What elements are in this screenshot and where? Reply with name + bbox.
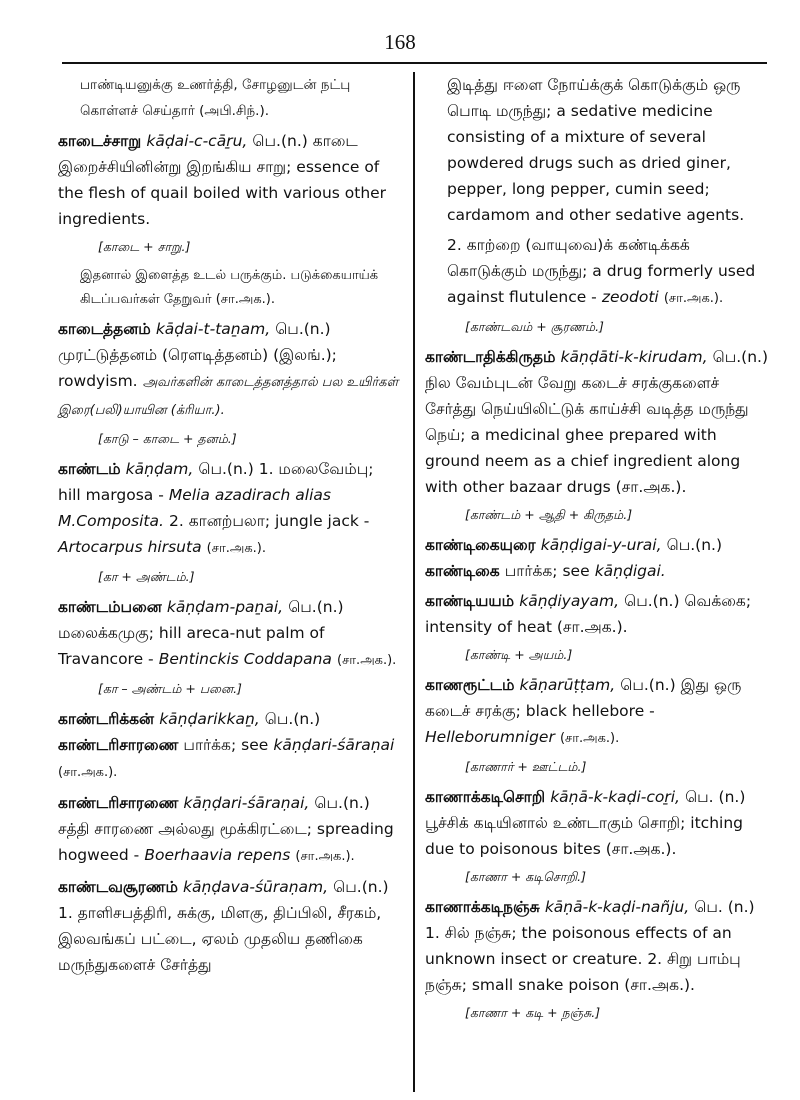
continued-sense-2 <box>425 232 770 312</box>
headword: காணாக்கடிசொறி <box>425 788 546 806</box>
definition: பெ.(n.) இது ஒரு கடைச் சரக்கு; black hellebore - <box>425 676 742 720</box>
scientific-name: zeodoti <box>601 288 659 306</box>
definition: பெ.(n.) நில வேம்புடன் வேறு கடைச் சரக்குகளைச் சேர்த்து நெய்யிலிட்டுக் காய்ச்சி வடித்த மருந்து நெய்; a medicinal ghee prepared with ground neem as a chief ingredient along with other bazaar drugs (சா.அக.). <box>425 348 769 496</box>
entry-kandatikkirudam <box>425 344 770 500</box>
example: அவர்களின் காடைத்தனத்தால் பல உயிர்கள் இரை(பலி)யாயின (க்ரியா.). <box>58 375 399 418</box>
transliteration: kāṇḍiyayam, <box>519 592 620 610</box>
see-label: பார்க்க; see <box>183 736 269 754</box>
definition: பெ.(n.) 1. மலைவேம்பு; hill margosa - <box>58 460 374 504</box>
definition: பெ.(n.) வெக்கை; intensity of heat (சா.அக.). <box>425 592 752 636</box>
scientific-name: Helleborumniger <box>425 728 555 746</box>
transliteration: kāḍai-t-taṉam, <box>155 320 271 338</box>
top-rule <box>62 62 767 64</box>
entry-kandigaiyurai <box>425 532 770 584</box>
headword: காண்டியயம் <box>425 592 515 610</box>
transliteration: kāṇḍarikkaṉ, <box>159 710 260 728</box>
transliteration: kāṇḍigai-y-urai, <box>540 536 662 554</box>
headword: காண்டிகையுரை <box>425 536 536 554</box>
source: (சா.அக.). <box>663 291 724 306</box>
scientific-name: Artocarpus hirsuta <box>58 538 202 556</box>
definition: பெ.(n.) காடை இறைச்சியினின்று இறங்கிய சாறு; essence of the flesh of quail boiled with various other ingredients. <box>58 132 387 228</box>
definition: பெ.(n.) <box>666 536 723 554</box>
usage-quote: இதனால் இளைத்த உடல் பருக்கும். படுக்கையாய்க் கிடப்பவர்கள் தேறுவர் (சா.அக.). <box>80 268 379 307</box>
headword: காண்டவசூரணம் <box>58 878 178 896</box>
headword: காடைச்சாறு <box>58 132 142 150</box>
transliteration: kāṇarūṭṭam, <box>519 676 616 694</box>
transliteration: kāṇḍāti-k-kirudam, <box>560 348 708 366</box>
entry-kanaruttam <box>425 672 770 752</box>
headword: காடைத்தனம் <box>58 320 151 338</box>
entry-kanakkadicori <box>425 784 770 862</box>
continued-text: பாண்டியனுக்கு உணர்த்தி, சோழனுடன் நட்பு கொள்ளச் செய்தார் (அபி.சிந்.). <box>80 77 351 119</box>
source: (சா.அக.). <box>337 653 397 668</box>
definition: பெ. (n.) 1. சில் நஞ்சு; the poisonous effects of an unknown insect or creature. 2. சிறு பாம்பு நஞ்சு; small snake poison (சா.அக.). <box>425 898 755 994</box>
transliteration: kāṇā-k-kaḍi-nañju, <box>544 898 690 916</box>
transliteration: kāṇḍari-śāraṇai, <box>183 794 310 812</box>
transliteration: kāṇḍam, <box>125 460 194 478</box>
headword: காண்டம் <box>58 460 121 478</box>
cross-reference: காண்டிகை <box>425 562 500 580</box>
headword: காண்டரிக்கன் <box>58 710 155 728</box>
entry-kandiyayam <box>425 588 770 640</box>
etymology: [காண்டி + அயம்.] <box>465 647 573 662</box>
definition: பெ.(n.) <box>264 710 321 728</box>
column-divider <box>413 72 415 1092</box>
entry-kanakkadinanju <box>425 894 770 998</box>
headword: காணரூட்டம் <box>425 676 515 694</box>
see-label: பார்க்க; see <box>504 562 590 580</box>
cross-reference: காண்டரிசாரணை <box>58 736 179 754</box>
entry-kandampanai <box>58 594 400 674</box>
see-transliteration: kāṇḍari-śāraṇai <box>273 736 395 754</box>
definition: பெ. (n.) பூச்சிக் கடியினால் உண்டாகும் சொறி; itching due to poisonous bites (சா.அக.). <box>425 788 746 858</box>
etymology: [கா + அண்டம்.] <box>98 569 195 584</box>
entry-kadaiccaru <box>58 128 400 232</box>
entry-kadaittanam <box>58 316 400 424</box>
entry-kandarikkan <box>58 706 400 786</box>
etymology: [காணா + கடிசொறி.] <box>465 869 586 884</box>
transliteration: kāṇḍam-paṉai, <box>166 598 284 616</box>
headword: காணாக்கடிநஞ்சு <box>425 898 540 916</box>
etymology: [காணா + கடி + நஞ்சு.] <box>465 1005 601 1020</box>
definition: பெ.(n.) மலைக்கமுகு; hill areca-nut palm of Travancore - <box>58 598 344 668</box>
etymology: [காடு – காடை + தனம்.] <box>98 431 237 446</box>
source: (சா.அக.). <box>206 541 266 556</box>
left-column <box>58 72 400 982</box>
etymology: [கா – அண்டம் + பனை.] <box>98 681 242 696</box>
source: (சா.அக.). <box>295 849 355 864</box>
etymology: [காணார் + ஊட்டம்.] <box>465 759 587 774</box>
entry-kandam <box>58 456 400 562</box>
entry-kandarisaranai <box>58 790 400 870</box>
headword: காண்டம்பனை <box>58 598 162 616</box>
scientific-name: Boerhaavia repens <box>144 846 291 864</box>
transliteration: kāṇā-k-kaḍi-coṟi, <box>550 788 680 806</box>
transliteration: kāḍai-c-cāṟu, <box>146 132 248 150</box>
headword: காண்டாதிக்கிருதம் <box>425 348 556 366</box>
definition: 2. கானற்பலா; jungle jack - <box>169 512 370 530</box>
page-number: 168 <box>384 30 416 54</box>
source: (சா.அக.). <box>559 731 620 746</box>
definition: பெ.(n.) முரட்டுத்தனம் (ரௌடித்தனம்) (இலங்.); rowdyism. <box>58 320 337 390</box>
source: (சா.அக.). <box>58 765 118 780</box>
definition: பெ.(n.) சத்தி சாரணை அல்லது மூக்கிரட்டை; spreading hogweed - <box>58 794 394 864</box>
entry-kandavasuranam <box>58 874 400 978</box>
continued-text: இடித்து ஈளை நோய்க்குக் கொடுக்கும் ஒரு பொடி மருந்து; a sedative medicine consisting of a mixture of several powdered drugs such as dried giner, pepper, long pepper, cumin seed; cardamom and other sedative agents. <box>447 76 745 224</box>
right-column <box>425 72 770 1030</box>
headword: காண்டரிசாரணை <box>58 794 179 812</box>
etymology: [காடை + சாறு.] <box>98 239 191 254</box>
etymology: [காண்டம் + ஆதி + கிருதம்.] <box>465 507 633 522</box>
transliteration: kāṇḍava-śūraṇam, <box>183 878 329 896</box>
definition: பெ.(n.) 1. தாளிசபத்திரி, சுக்கு, மிளகு, திப்பிலி, சீரகம், இலவங்கப் பட்டை, ஏலம் முதலிய தணிகை மருந்துகளைச் சேர்த்து <box>58 878 389 974</box>
scientific-name: Bentinckis Coddapana <box>158 650 332 668</box>
see-transliteration: kāṇḍigai. <box>594 562 666 580</box>
scientific-name: Melia azadirach alias M.Composita. <box>58 486 331 530</box>
etymology: [காண்டவம் + சூரணம்.] <box>465 319 604 334</box>
definition: 2. காற்றை (வாயுவை)க் கண்டிக்கக் கொடுக்கும் மருந்து; a drug formerly used against flutulence - <box>447 236 756 306</box>
